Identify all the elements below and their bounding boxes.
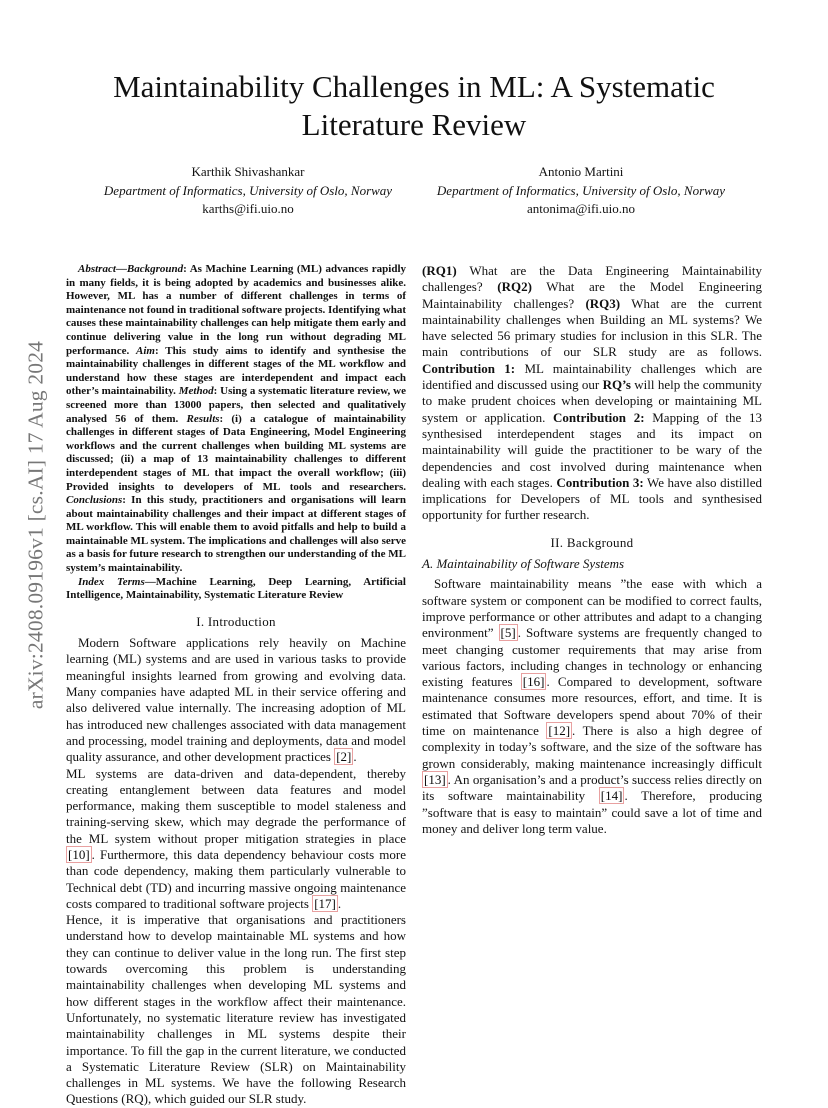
background-paragraph-1 [422, 576, 762, 837]
intro-paragraph-2 [66, 766, 406, 913]
background-label: Background [126, 263, 184, 275]
paragraph-text: Modern Software applications rely heavily on Machine learning (ML) systems and are used in various tasks to provide meaningful insights learned from growing and evolving data. Many companies have adapted ML in their service offering and also delivered value internally. The increasing adoption of ML has introduced new challenges associated with data management and processing, model training and deployments, data and model quality assurance, and other development practices [66, 635, 406, 765]
rq1-label: (RQ1) [422, 263, 457, 278]
contribution-3-label: Contribution 3: [556, 474, 644, 490]
rqs-label: RQ’s [602, 377, 631, 393]
aim-label: Aim [136, 344, 155, 357]
subsection-heading: A. Maintainability of Software Systems [422, 556, 625, 572]
citation-link[interactable]: [10] [68, 847, 90, 862]
contribution-2-label: Contribution 2: [553, 409, 645, 425]
title-line-1: Maintainability Challenges in ML: A Systematic [113, 69, 715, 104]
method-label: Method [178, 385, 214, 398]
contribution-1-label: Contribution 1: [422, 360, 516, 376]
author-email[interactable]: karths@ifi.uio.no [202, 201, 294, 216]
citation-link[interactable]: [12] [548, 723, 571, 739]
paragraph-text: Software maintainability means ”the ease with which a software system or component can be modified to correct faults, improve performance or other attributes and adapt to a changing environment” [422, 576, 762, 641]
abstract-results: : (i) a catalogue of maintainability challenges in different stages of Data Engineering, Model Engineering workflows and the current challenges when building ML systems are discussed; (ii) a map of 13 maintainability challenges to different interdependent stages of ML that impact the overall workflow; (iii) Provided insights to developers of ML tools and researchers. [66, 412, 406, 493]
left-column [66, 263, 406, 1108]
paper-title [60, 68, 768, 144]
citation-link[interactable]: [16] [522, 674, 545, 690]
paragraph-text: . [337, 895, 342, 911]
rq3-label: (RQ3) [585, 295, 621, 311]
contribution-3-text: We have also distilled implications for Developers of ML tools and synthesised opportunity for further research. [422, 474, 762, 523]
abstract-background: : As Machine Learning (ML) advances rapidly in many fields, it is being adopted by academics and businesses alike. However, ML has a number of different challenges in terms of maintenance not found in traditional software projects. Identifying what causes these maintainability challenges can help mitigate them early and continue delivering value in the long run without degrading ML performance. [66, 263, 406, 357]
paragraph-text: . [353, 749, 357, 765]
paragraph-text: . An organisation’s and a product’s success relies directly on its software maintainability [422, 771, 762, 804]
abstract: Abstract—Background: As Machine Learning (ML) advances rapidly in many fields, it is being adopted by academics and businesses alike. However, ML has a number of different challenges in terms of maintenance not found in traditional software projects. Identifying what causes these maintainability challenges can help mitigate them early and continue delivering value in the long run without degrading ML performance. Aim: This study aims to identify and synthesise the maintainability challenges in different stages of the ML workflow and understand how these stages are interdependent and impact each other’s maintainability. Method: Using a systematic literature review, we screened more than 13000 papers, then selected and qualitatively analysed 56 of them. Results: (i) a catalogue of maintainability challenges in different stages of Data Engineering, Model Engineering workflows and the current challenges when building ML systems are discussed; (ii) a map of 13 maintainability challenges to different interdependent stages of ML that impact the overall workflow; (iii) Provided insights to developers of ML tools and researchers. Conclusions: In this study, practitioners and organisations will learn about maintainability challenges and their impact at different stages of ML workflow. This will enable them to avoid pitfalls and help to build a maintainable ML system. The implications and challenges will also serve as a basis for future research to strengthen our understanding of the ML system’s maintainability. Index Terms—Machine Learning, Deep Learning, Artificial Intelligence, Maintainability, Systematic Literature Review [66, 263, 406, 602]
author-affiliation: Department of Informatics, University of Oslo, Norway [103, 182, 393, 198]
rq3-text: What are the current maintainability challenges when Building an ML systems? We have selected 56 primary studies for inclusion in this SLR. The main contributions of our SLR study are as follows. [422, 295, 762, 360]
paragraph-text: . There is also a high degree of complexity in today’s software, and the size of the software has grown considerably, making maintenance increasingly difficult [422, 723, 762, 771]
section-heading-introduction: I. Introduction [196, 613, 276, 629]
paragraph-text: Hence, it is imperative that organisations and practitioners understand how to develop maintainable ML systems and how they can continue to deliver value in the long run. The first step towards overcoming this problem is understanding maintainability challenges when developing ML systems and how different stages in the workflow affect their maintenance. Unfortunately, no systematic literature review has investigated maintainability challenges in ML systems despite their importance. To fill the gap in the current literature, we conducted a Systematic Literature Review (SLR) on Maintainability challenges in ML systems. We have the following Research Questions (RQ), which guided our SLR study. [66, 912, 406, 1107]
contribution-2-text: Mapping of the 13 synthesised interdependent stages and its impact on maintainability will guide the practitioner to be wary of the dependencies and cost involved during maintenance when dealing with each stages. [422, 409, 762, 490]
contribution-1-text-2: will help the community to make prudent choices when developing or maintaining ML system or application. [422, 377, 762, 425]
right-column [422, 263, 762, 837]
section-heading-background: II. Background [550, 534, 634, 550]
abstract-label: Abstract [78, 263, 116, 275]
author-block-1 [78, 163, 418, 219]
paragraph-text: . Furthermore, this data dependency behaviour costs more than code dependency, making them particularly vulnerable to Technical debt (TD) and incurring massive ongoing maintenance costs compared to traditional software projects [66, 847, 406, 911]
citation-link[interactable]: [17] [314, 895, 336, 911]
paragraph-text: . Software systems are frequently changed to meet changing customer requirements that may arise from various factors, including changes in technology or enhancing existing features [422, 625, 762, 690]
rq2-label: (RQ2) [497, 279, 532, 295]
author-name: Karthik Shivashankar [191, 164, 305, 179]
title-line-2: Literature Review [301, 107, 527, 142]
abstract-conclusions: : In this study, practitioners and organisations will learn about maintainability challenges and their impact at different stages of ML workflow. This will enable them to avoid pitfalls and help to build a maintainable ML system. The implications and challenges will also serve as a basis for future research to strengthen our understanding of the ML system’s maintainability. [66, 494, 406, 575]
citation-link[interactable]: [2] [336, 749, 352, 765]
citation-link[interactable]: [13] [424, 771, 446, 787]
author-email[interactable]: antonima@ifi.uio.no [526, 201, 635, 216]
index-terms: —Machine Learning, Deep Learning, Artificial Intelligence, Maintainability, Systematic Literature Review [66, 575, 406, 602]
paragraph-text: . Therefore, producing ”software that is easy to maintain” could save a lot of time and money and deliver long term value. [422, 788, 762, 836]
conclusions-label: Conclusions [66, 494, 123, 507]
contribution-1-text: ML maintainability challenges which are identified and discussed using our [422, 360, 762, 393]
intro-paragraph-3-start [66, 912, 406, 1108]
rq1-text: What are the Data Engineering Maintainability challenges? [422, 263, 762, 295]
intro-paragraph-3-cont [422, 263, 762, 524]
abstract-aim: : This study aims to identify and synthesise the maintainability challenges in different stages of the ML workflow and understand how these stages are interdependent and impact each other’s maintainability. [66, 344, 406, 398]
citation-link[interactable]: [14] [600, 788, 623, 804]
arxiv-sidebar [18, 290, 54, 760]
author-affiliation: Department of Informatics, University of Oslo, Norway [436, 182, 726, 198]
index-terms-label: Index Terms [78, 575, 145, 588]
paragraph-text: . Compared to development, software maintenance consumes more resources, effort, and time. It is estimated that Software developers spend about 70% of their time on maintenance [422, 674, 762, 739]
paragraph-text: ML systems are data-driven and data-dependent, thereby creating entanglement between data features and model performance, making them susceptible to model staleness and training-serving skew, which may degrade the performance of the ML system without proper mitigation strategies in place [66, 765, 406, 846]
citation-link[interactable]: [5] [500, 625, 516, 641]
author-name: Antonio Martini [538, 164, 624, 179]
author-block-2 [411, 163, 751, 219]
rq2-text: What are the Model Engineering Maintainability challenges? [422, 279, 762, 311]
abstract-method: : Using a systematic literature review, we screened more than 13000 papers, then selected and qualitatively analysed 56 of them. [66, 385, 406, 425]
arxiv-identifier: arXiv:2408.09196v1 [cs.AI] 17 Aug 2024 [23, 340, 48, 710]
intro-paragraph-1 [66, 635, 406, 765]
results-label: Results [186, 412, 220, 425]
